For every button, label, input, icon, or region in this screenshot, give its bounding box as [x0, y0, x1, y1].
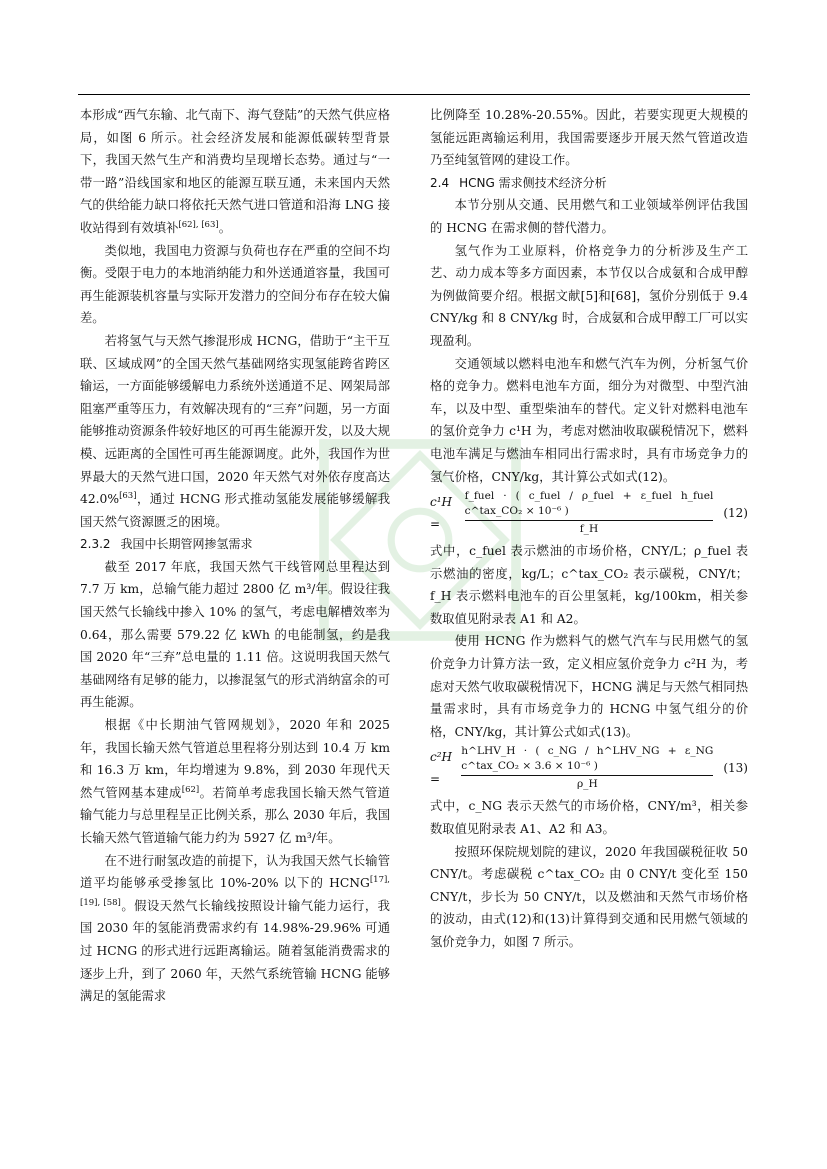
paragraph: 若将氢气与天然气掺混形成 HCNG，借助于“主干互联、区域成网”的全国天然气基础网络实现氢能跨省跨区输运，一方面能够缓解电力系统外送通道不足、网架局部阻塞严重等压力，有效解决现有的“三弃”问题，另一方面能够推动资源条件较好地区的可再生能源开发，以及大规模、远距离的全国性可再生能源调度。此外，我国作为世界最大的天然气进口国，2020 年天然气对外依存度高达 42.0%[63]，通过 HCNG 形式推动氢能发展能够缓解我国天然气资源匮乏的困境。	[80, 333, 390, 529]
equation-lhs: c¹H =	[430, 494, 452, 532]
equation-denominator: f_H	[579, 523, 599, 536]
paragraph: 在不进行耐氢改造的前提下，认为我国天然气长输管道平均能够承受掺氢比 10%-20% 以下的 HCNG[17], [19], [58]。假设天然气长输线按照设计输气能力运行，我国 2030 年的氢能消费需求约有 14.98%-29.96% 可通过 HCNG 的形式进行远距离输运。随着氢能消费需求的逐步上升，到了 2060 年，天然气系统管输 HCNG 能够满足的氢能需求	[80, 853, 390, 1004]
equation-number: (13)	[723, 761, 748, 776]
citation[interactable]: [17], [19], [58]	[80, 875, 390, 908]
paragraph: 交通领域以燃料电池车和燃气汽车为例，分析氢气价格的竞争力。燃料电池车方面，细分为对微型、中型汽油车，以及中型、重型柴油车的替代。定义针对燃料电池车的氢价竞争力 c¹H 为，考虑对燃油收取碳税情况下，燃料电池车满足与燃油车相同出行需求时，具有市场竞争力的氢气价格，CNY/kg，其计算公式如式(12)。	[430, 356, 748, 484]
right-column	[430, 104, 748, 954]
fraction-bar	[461, 775, 713, 776]
paragraph: 式中，c_fuel 表示燃油的市场价格，CNY/L；ρ_fuel 表示燃油的密度，kg/L；c^tax_CO₂ 表示碳税，CNY/t；f_H 表示燃料电池车的百公里氢耗，kg/100km，相关参数取值见附录表 A1 和 A2。	[430, 544, 748, 626]
equation-fraction	[461, 744, 713, 792]
paragraph: 根据《中长期油气管网规划》，2020 年和 2025 年，我国长输天然气管道总里程将分别达到 10.4 万 km 和 16.3 万 km，年均增速为 9.8%，到 2030 年现代天然气管网基本建成[62]。若简单考虑我国长输天然气管道输气能力与总里程呈正比例关系，那么 2030 年后，我国长输天然气管道输气能力约为 5927 亿 m³/年。	[80, 718, 390, 845]
equation-fraction	[465, 489, 714, 537]
equation-numerator: f_fuel · ( c_fuel / ρ_fuel + ε_fuel h_fuel c^tax_CO₂ × 10⁻⁶ )	[464, 490, 714, 518]
equation-numerator: h^LHV_H · ( c_NG / h^LHV_NG + ε_NG c^tax_CO₂ × 3.6 × 10⁻⁶ )	[461, 745, 714, 773]
equation-12	[430, 490, 748, 536]
paragraph: 按照环保院规划院的建议，2020 年我国碳税征收 50 CNY/t。考虑碳税 c^tax_CO₂ 由 0 CNY/t 变化至 150 CNY/t，步长为 50 CNY/t，以及燃油和天然气市场价格的波动，由式(12)和(13)计算得到交通和民用燃气领域的氢价竞争力，如图 7 所示。	[430, 844, 748, 949]
equation-13	[430, 745, 748, 791]
fraction-bar	[465, 520, 714, 521]
section-heading-2-4: 2.4 HCNG 需求侧技术经济分析	[430, 175, 607, 190]
equation-number: (12)	[723, 505, 748, 520]
citation[interactable]: [62], [63]	[178, 219, 219, 230]
equation-denominator: ρ_H	[576, 778, 598, 791]
paragraph: 氢气作为工业原料，价格竞争力的分析涉及生产工艺、动力成本等多方面因素，本节仅以合成氨和合成甲醇为例做简要介绍。根据文献[5]和[68]，氢价分别低于 9.4 CNY/kg 和 8 CNY/kg 时，合成氨和合成甲醇工厂可以实现盈利。	[430, 243, 748, 348]
paragraph: 比例降至 10.28%-20.55%。因此，若要实现更大规模的氢能远距离输运利用，我国需要逐步开展天然气管道改造乃至纯氢管网的建设工作。	[430, 108, 748, 168]
citation[interactable]: [62]	[181, 784, 200, 795]
citation[interactable]: [63]	[119, 491, 137, 501]
paragraph: 本形成“西气东输、北气南下、海气登陆”的天然气供应格局，如图 6 所示。社会经济发展和能源低碳转型背景下，我国天然气生产和消费均呈现增长态势。通过与“一带一路”沿线国家和地区的能源互联互通，未来国内天然气的供给能力缺口将依托天然气进口管道和沿海 LNG 接收站得到有效填补[62], [63]。	[80, 108, 390, 235]
paragraph: 式中，c_NG 表示天然气的市场价格，CNY/m³，相关参数取值见附录表 A1、A2 和 A3。	[430, 799, 748, 837]
header-rule	[78, 94, 750, 95]
section-heading-2-3-2: 2.3.2 我国中长期管网掺氢需求	[80, 537, 253, 552]
paragraph: 本节分别从交通、民用燃气和工业领域举例评估我国的 HCNG 在需求侧的替代潜力。	[430, 198, 748, 235]
equation-lhs: c²H =	[430, 749, 452, 787]
paragraph: 截至 2017 年底，我国天然气干线管网总里程达到 7.7 万 km，总输气能力超过 2800 亿 m³/年。假设往我国天然气长输线中掺入 10% 的氢气，考虑电解槽效率为 0.64，那么需要 579.22 亿 kWh 的电能制氢，约是我国 2020 年“三弃”总电量的 1.11 倍。这说明我国天然气基础网络有足够的能力，以掺混氢气的形式消纳富余的可再生能源。	[80, 559, 390, 710]
left-column	[80, 104, 390, 1008]
paragraph: 使用 HCNG 作为燃料气的燃气汽车与民用燃气的氢价竞争力计算方法一致，定义相应氢价竞争力 c²H 为，考虑对天然气收取碳税情况下，HCNG 满足与天然气相同热量需求时，具有市场竞争力的 HCNG 中氢气组分的价格，CNY/kg，其计算公式如式(13)。	[430, 634, 748, 739]
paragraph: 类似地，我国电力资源与负荷也存在严重的空间不均衡。受限于电力的本地消纳能力和外送通道容量，我国可再生能源装机容量与实际开发潜力的空间分布存在较大偏差。	[80, 243, 390, 326]
